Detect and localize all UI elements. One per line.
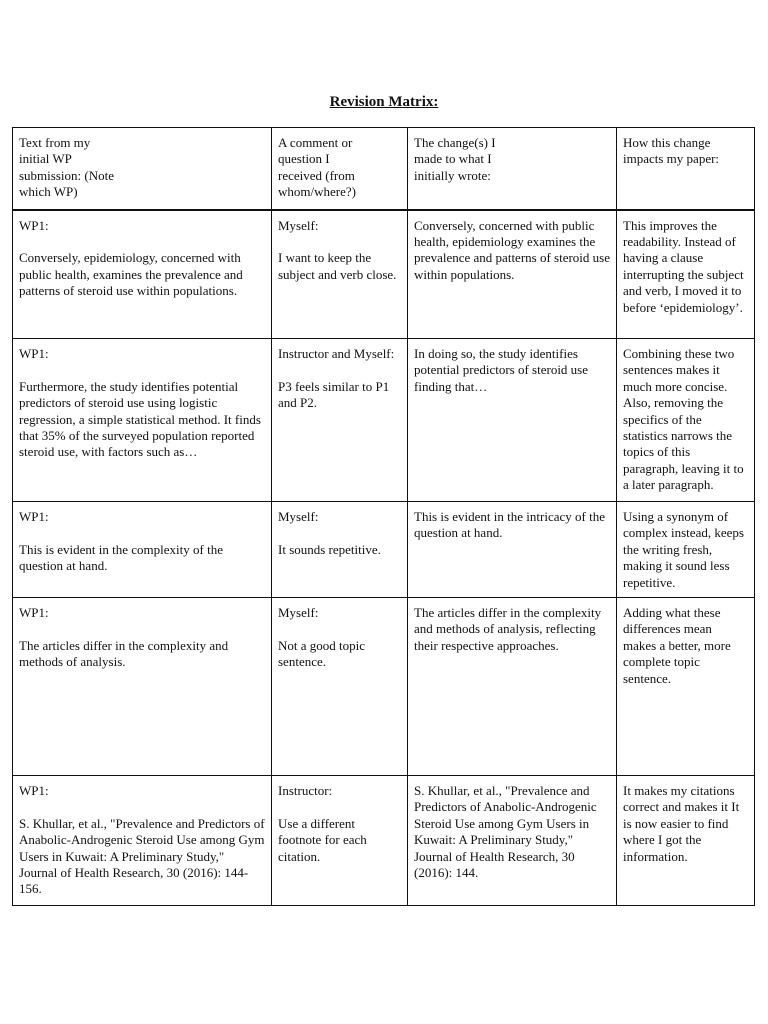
- table-row: [13, 339, 755, 502]
- original-text: Furthermore, the study identifies potential predictors of steroid use using logistic regression, a simple statistical method. It finds that 35% of the surveyed population reported steroid use, with factors such as…: [19, 378, 261, 460]
- comment-cell: [272, 210, 408, 339]
- comment-cell: [272, 598, 408, 776]
- impact-cell: Using a synonym of complex instead, keeps the writing fresh, making it sound less repetitive.: [617, 502, 755, 598]
- change-cell: In doing so, the study identifies potential predictors of steroid use finding that…: [408, 339, 617, 502]
- comment-text: It sounds repetitive.: [278, 541, 381, 557]
- commenter: Myself:: [278, 509, 319, 524]
- change-cell: Conversely, concerned with public health, epidemiology examines the prevalence and patterns of steroid use within populations.: [408, 210, 617, 339]
- header-original-text: Text from my initial WP submission: (Note which WP): [13, 128, 272, 210]
- header-impact: How this change impacts my paper:: [617, 128, 755, 210]
- table-row: [13, 776, 755, 906]
- original-text-cell: [13, 776, 272, 906]
- commenter: Myself:: [278, 217, 319, 233]
- original-text-cell: [13, 502, 272, 598]
- comment-cell: [272, 339, 408, 502]
- page-title: Revision Matrix:: [329, 94, 439, 110]
- wp-label: WP1:: [19, 783, 49, 798]
- wp-label: WP1:: [19, 217, 49, 233]
- impact-cell: This improves the readability. Instead of having a clause interrupting the subject and verb, I moved it to before ‘epidemiology’.: [617, 210, 755, 339]
- original-text: This is evident in the complexity of the question at hand.: [19, 541, 223, 574]
- header-comment: A comment or question I received (from whom/where?): [272, 128, 408, 210]
- wp-label: WP1:: [19, 605, 49, 620]
- change-cell: The articles differ in the complexity and methods of analysis, reflecting their respective approaches.: [408, 598, 617, 776]
- comment-text: Not a good topic sentence.: [278, 637, 366, 670]
- commenter: Myself:: [278, 605, 319, 620]
- wp-label: WP1:: [19, 509, 49, 524]
- change-cell: S. Khullar, et al., "Prevalence and Predictors of Anabolic-Androgenic Steroid Use among Gym Users in Kuwait: A Preliminary Study," Journal of Health Research, 30 (2016): 144.: [408, 776, 617, 906]
- original-text-cell: [13, 598, 272, 776]
- impact-cell: It makes my citations correct and makes it It is now easier to find where I got the information.: [617, 776, 755, 906]
- revision-matrix-table: [12, 127, 755, 906]
- comment-cell: [272, 776, 408, 906]
- table-row: [13, 598, 755, 776]
- header-change: The change(s) I made to what I initially wrote:: [408, 128, 617, 210]
- original-text-cell: [13, 210, 272, 339]
- comment-cell: [272, 502, 408, 598]
- original-text-cell: [13, 339, 272, 502]
- comment-text: I want to keep the subject and verb close.: [278, 250, 397, 282]
- impact-cell: Adding what these differences mean makes a better, more complete topic sentence.: [617, 598, 755, 776]
- original-text: S. Khullar, et al., "Prevalence and Predictors of Anabolic-Androgenic Steroid Use among Gym Users in Kuwait: A Preliminary Study," Journal of Health Research, 30 (2016): 144-156.: [19, 815, 265, 897]
- impact-cell: Combining these two sentences makes it much more concise. Also, removing the specifics of the statistics narrows the topics of this paragraph, leaving it to a later paragraph.: [617, 339, 755, 502]
- original-text: The articles differ in the complexity and methods of analysis.: [19, 637, 229, 670]
- comment-text: P3 feels similar to P1 and P2.: [278, 378, 390, 411]
- commenter: Instructor and Myself:: [278, 346, 395, 361]
- commenter: Instructor:: [278, 783, 333, 798]
- original-text: Conversely, epidemiology, concerned with public health, examines the prevalence and patterns of steroid use within populations.: [19, 250, 243, 299]
- table-row: [13, 502, 755, 598]
- wp-label: WP1:: [19, 346, 49, 361]
- table-row: [13, 210, 755, 339]
- header-row: [13, 128, 755, 210]
- comment-text: Use a different footnote for each citation.: [278, 815, 367, 864]
- change-cell: This is evident in the intricacy of the question at hand.: [408, 502, 617, 598]
